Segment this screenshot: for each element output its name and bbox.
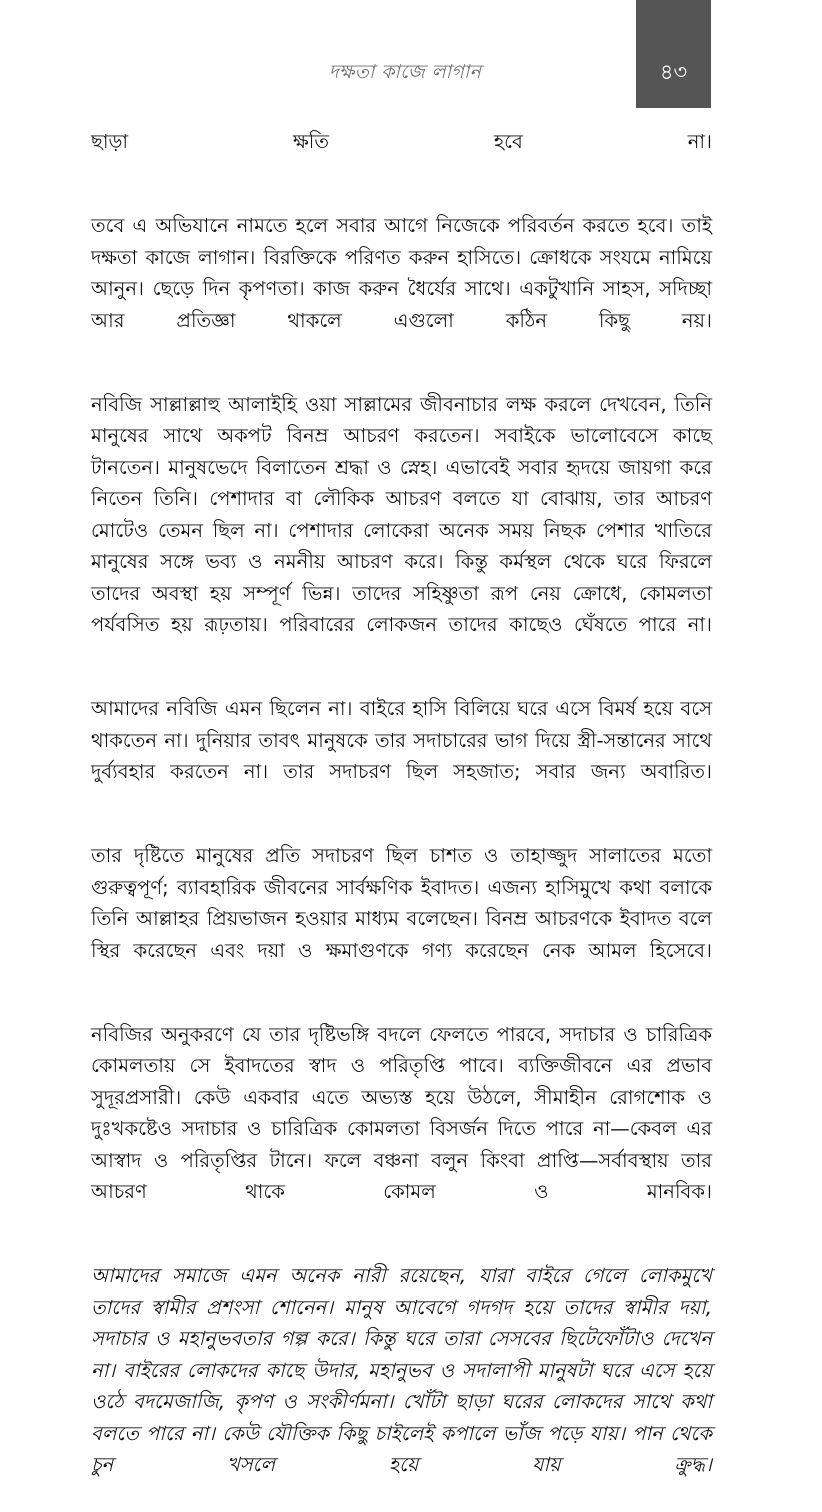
paragraph: তার দৃষ্টিতে মানুষের প্রতি সদাচরণ ছিল চাশত ও তাহাজ্জুদ সালাতের মতো গুরুত্বপূর্ণ; ব্যাবহারিক জীবনের সার্বক্ষণিক ইবাদত। এজন্য হাসিমুখে কথা বলাকে তিনি আল্লাহর প্রিয়ভাজন হওয়ার মাধ্যম বলেছেন। বিনম্র আচরণকে ইবাদত বলে স্থির করেছেন এবং দয়া ও ক্ষমাগুণকে গণ্য করেছেন নেক আমল হিসেবে। bbox=[91, 844, 712, 962]
body-text-column bbox=[91, 126, 712, 1512]
paragraph: নবিজির অনুকরণে যে তার দৃষ্টিভঙ্গি বদলে ফেলতে পারবে, সদাচার ও চারিত্রিক কোমলতায় সে ইবাদতের স্বাদ ও পরিতৃপ্তি পাবে। ব্যক্তিজীবনে এর প্রভাব সুদূরপ্রসারী। কেউ একবার এতে অভ্যস্ত হয়ে উঠলে, সীমাহীন রোগশোক ও দুঃখকষ্টেও সদাচার ও চারিত্রিক কোমলতা বিসর্জন দিতে পারে না—কেবল এর আস্বাদ ও পরিতৃপ্তির টানে। ফলে বঞ্চনা বলুন কিংবা প্রাপ্তি—সর্বাবস্থায় তার আচরণ থাকে কোমল ও মানবিক। bbox=[91, 1022, 712, 1203]
paragraph: নবিজি সাল্লাল্লাহু আলাইহি ওয়া সাল্লামের জীবনাচার লক্ষ করলে দেখবেন, তিনি মানুষের সাথে অকপট বিনম্র আচরণ করতেন। সবাইকে ভালোবেসে কাছে টানতেন। মানুষভেদে বিলাতেন শ্রদ্ধা ও স্নেহ। এভাবেই সবার হৃদয়ে জায়গা করে নিতেন তিনি। পেশাদার বা লৌকিক আচরণ বলতে যা বোঝায়, তার আচরণ মোটেও তেমন ছিল না। পেশাদার লোকেরা অনেক সময় নিছক পেশার খাতিরে মানুষের সঙ্গে ভব্য ও নমনীয় আচরণ করে। কিন্তু কর্মস্থল থেকে ঘরে ফিরলে তাদের অবস্থা হয় সম্পূর্ণ ভিন্ন। তাদের সহিষ্ণুতা রূপ নেয় ক্রোধে, কোমলতা পর্যবসিত হয় রূঢ়তায়। পরিবারের লোকজন তাদের কাছেও ঘেঁষতে পারে না। bbox=[91, 392, 712, 636]
paragraph: আমাদের সমাজে এমন অনেক নারী রয়েছেন, যারা বাইরে গেলে লোকমুখে তাদের স্বামীর প্রশংসা শোনেন। মানুষ আবেগে গদগদ হয়ে তাদের স্বামীর দয়া, সদাচার ও মহানুভবতার গল্প করে। কিন্তু ঘরে তারা সেসবের ছিটেফোঁটাও দেখেন না। বাইরের লোকদের কাছে উদার, মহানুভব ও সদালাপী মানুষটা ঘরে এসে হয়ে ওঠে বদমেজাজি, কৃপণ ও সংকীর্ণমনা। খোঁটা ছাড়া ঘরের লোকদের সাথে কথা বলতে পারে না। কেউ যৌক্তিক কিছু চাইলেই কপালে ভাঁজ পড়ে যায়। পান থেকে চুন খসলে হয়ে যায় ক্রুদ্ধ। bbox=[91, 1264, 712, 1476]
chapter-title: দক্ষতা কাজে লাগান bbox=[328, 61, 482, 83]
paragraph: আমাদের নবিজি এমন ছিলেন না। বাইরে হাসি বিলিয়ে ঘরে এসে বিমর্ষ হয়ে বসে থাকতেন না। দুনিয়ার তাবৎ মানুষকে তার সদাচারের ভাগ দিয়ে স্ত্রী-সন্তানের সাথে দুর্ব্যবহার করতেন না। তার সদাচরণ ছিল সহজাত; সবার জন্য অবারিত। bbox=[91, 697, 712, 783]
running-header bbox=[0, 0, 822, 108]
page-number: ৪৩ bbox=[659, 60, 688, 84]
paragraph: ছাড়া ক্ষতি হবে না। bbox=[91, 130, 712, 153]
paragraph: তবে এ অভিযানে নামতে হলে সবার আগে নিজেকে পরিবর্তন করতে হবে। তাই দক্ষতা কাজে লাগান। বিরক্তিকে পরিণত করুন হাসিতে। ক্রোধকে সংযমে নামিয়ে আনুন। ছেড়ে দিন কৃপণতা। কাজ করুন ধৈর্যের সাথে। একটুখানি সাহস, সদিচ্ছা আর প্রতিজ্ঞা থাকলে এগুলো কঠিন কিছু নয়। bbox=[91, 214, 712, 332]
page-number-box bbox=[636, 0, 711, 108]
